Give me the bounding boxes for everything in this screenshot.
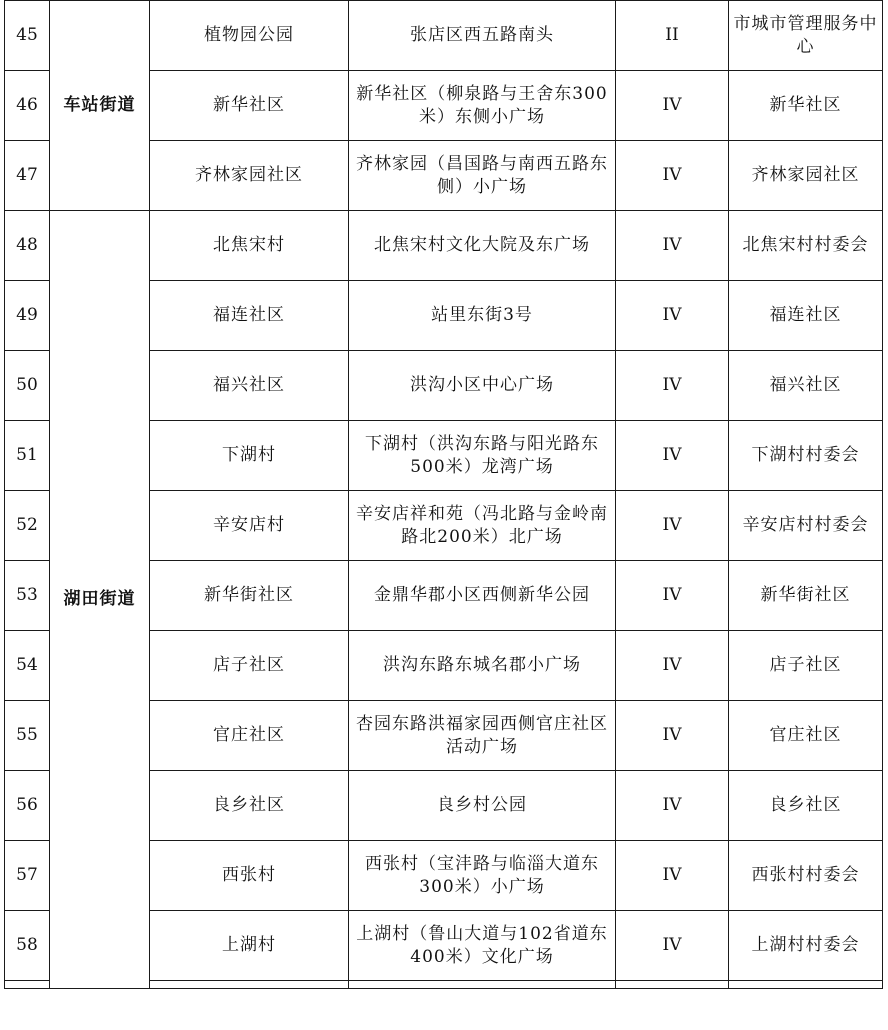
site-location: 金鼎华郡小区西侧新华公园 [349,561,616,631]
responsible-unit: 下湖村村委会 [729,421,883,491]
row-number: 57 [5,841,50,911]
site-name: 北焦宋村 [150,211,349,281]
site-location: 辛安店祥和苑（冯北路与金岭南路北200米）北广场 [349,491,616,561]
responsible-unit: 良乡社区 [729,771,883,841]
responsible-unit: 店子社区 [729,631,883,701]
grade-cell: IV [616,351,729,421]
responsible-unit: 福兴社区 [729,351,883,421]
responsible-unit: 新华社区 [729,71,883,141]
grade-cell: II [616,1,729,71]
site-location: 上湖村（鲁山大道与102省道东400米）文化广场 [349,911,616,981]
grade-cell: IV [616,771,729,841]
site-name: 良乡社区 [150,771,349,841]
site-name: 西张村 [150,841,349,911]
empty-cell [729,981,883,989]
row-number: 55 [5,701,50,771]
row-number: 47 [5,141,50,211]
site-name: 齐林家园社区 [150,141,349,211]
grade-cell: IV [616,631,729,701]
site-location: 张店区西五路南头 [349,1,616,71]
row-number: 52 [5,491,50,561]
grade-cell: IV [616,211,729,281]
row-number: 46 [5,71,50,141]
site-location: 西张村（宝沣路与临淄大道东300米）小广场 [349,841,616,911]
grade-cell: IV [616,841,729,911]
site-location: 良乡村公园 [349,771,616,841]
grade-cell: IV [616,491,729,561]
row-number: 58 [5,911,50,981]
site-name: 新华街社区 [150,561,349,631]
row-number: 54 [5,631,50,701]
site-name: 辛安店村 [150,491,349,561]
site-name: 下湖村 [150,421,349,491]
facility-table [4,0,883,989]
table-row [5,211,883,281]
site-location: 洪沟小区中心广场 [349,351,616,421]
site-name: 福连社区 [150,281,349,351]
grade-cell: IV [616,281,729,351]
row-number: 51 [5,421,50,491]
grade-cell: IV [616,561,729,631]
site-location: 杏园东路洪福家园西侧官庄社区活动广场 [349,701,616,771]
grade-cell: IV [616,911,729,981]
site-location: 站里东街3号 [349,281,616,351]
row-number: 48 [5,211,50,281]
row-number: 53 [5,561,50,631]
empty-cell [150,981,349,989]
street-cell: 车站街道 [50,1,150,211]
grade-cell: IV [616,421,729,491]
responsible-unit: 北焦宋村村委会 [729,211,883,281]
responsible-unit: 新华街社区 [729,561,883,631]
empty-cell [5,981,50,989]
site-location: 新华社区（柳泉路与王舍东300米）东侧小广场 [349,71,616,141]
site-location: 下湖村（洪沟东路与阳光路东500米）龙湾广场 [349,421,616,491]
row-number: 49 [5,281,50,351]
responsible-unit: 齐林家园社区 [729,141,883,211]
street-cell: 湖田街道 [50,211,150,989]
grade-cell: IV [616,71,729,141]
responsible-unit: 福连社区 [729,281,883,351]
table-row [5,1,883,71]
responsible-unit: 市城市管理服务中心 [729,1,883,71]
row-number: 45 [5,1,50,71]
grade-cell: IV [616,141,729,211]
site-location: 齐林家园（昌国路与南西五路东侧）小广场 [349,141,616,211]
responsible-unit: 辛安店村村委会 [729,491,883,561]
empty-cell [616,981,729,989]
site-location: 洪沟东路东城名郡小广场 [349,631,616,701]
site-name: 店子社区 [150,631,349,701]
responsible-unit: 西张村村委会 [729,841,883,911]
empty-cell [349,981,616,989]
site-name: 植物园公园 [150,1,349,71]
row-number: 56 [5,771,50,841]
grade-cell: IV [616,701,729,771]
responsible-unit: 官庄社区 [729,701,883,771]
site-name: 新华社区 [150,71,349,141]
site-location: 北焦宋村文化大院及东广场 [349,211,616,281]
site-name: 上湖村 [150,911,349,981]
site-name: 官庄社区 [150,701,349,771]
responsible-unit: 上湖村村委会 [729,911,883,981]
row-number: 50 [5,351,50,421]
site-name: 福兴社区 [150,351,349,421]
